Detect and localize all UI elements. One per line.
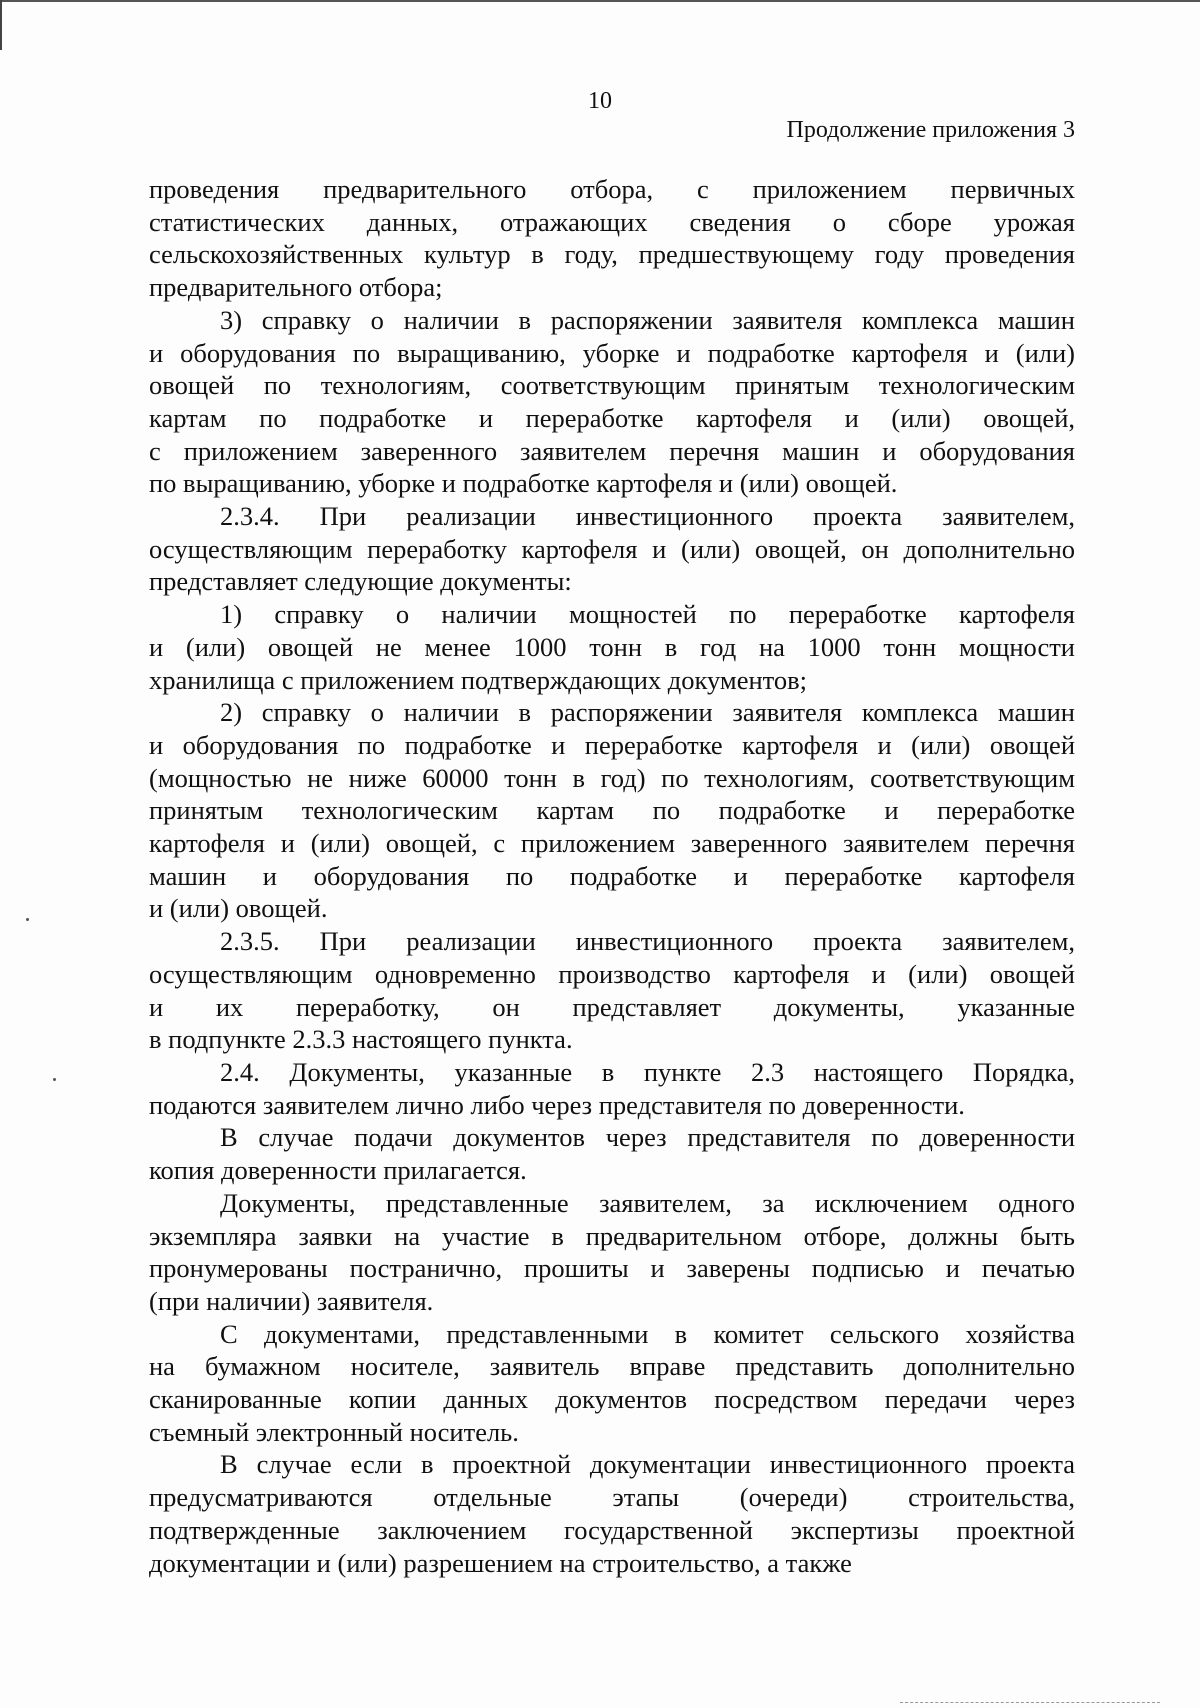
text-line: осуществляющим переработку картофеля и (или) овощей, он дополнительно	[149, 533, 1075, 564]
text-line: (при наличии) заявителя.	[149, 1285, 434, 1316]
text-line: и (или) овощей.	[149, 893, 328, 924]
text-line: с приложением заверенного заявителем перечня машин и оборудования	[149, 435, 1075, 466]
text-line: Документы, представленные заявителем, за исключением одного	[220, 1187, 1075, 1218]
scan-speck	[26, 918, 29, 921]
text-line: хранилища с приложением подтверждающих документов;	[149, 664, 807, 695]
paragraph-4	[149, 598, 1075, 696]
text-line: подтвержденные заключением государственной экспертизы проектной	[149, 1514, 1075, 1545]
paragraph-10	[149, 1318, 1075, 1449]
text-line: 3) справку о наличии в распоряжении заявителя комплекса машин	[220, 304, 1075, 335]
text-line: осуществляющим одновременно производство картофеля и (или) овощей	[149, 958, 1075, 989]
text-line: машин и оборудования по подработке и переработке картофеля	[149, 860, 1075, 891]
text-line: копия доверенности прилагается.	[149, 1155, 527, 1186]
text-line: статистических данных, отражающих сведения о сборе урожая	[149, 206, 1075, 237]
text-line: овощей по технологиям, соответствующим принятым технологическим	[149, 370, 1075, 401]
text-line: представляет следующие документы:	[149, 566, 572, 597]
paragraph-6	[149, 925, 1075, 1056]
text-line: и оборудования по выращиванию, уборке и подработке картофеля и (или)	[149, 337, 1075, 368]
scan-edge-bottom	[900, 1702, 1160, 1704]
paragraph-5	[149, 696, 1075, 925]
paragraph-9	[149, 1187, 1075, 1318]
appendix-continuation-note: Продолжение приложения 3	[786, 117, 1075, 143]
paragraph-1	[149, 173, 1075, 304]
text-line: картам по подработке и переработке картофеля и (или) овощей,	[149, 402, 1075, 433]
page-number: 10	[588, 88, 612, 114]
text-line: проведения предварительного отбора, с приложением первичных	[149, 174, 1075, 204]
text-line: и их переработку, он представляет документы, указанные	[149, 991, 1075, 1022]
paragraph-3	[149, 500, 1075, 598]
text-line: картофеля и (или) овощей, с приложением заверенного заявителем перечня	[149, 828, 1075, 859]
text-line: предварительного отбора;	[149, 272, 443, 303]
document-body	[149, 173, 1075, 1579]
text-line: 1) справку о наличии мощностей по переработке картофеля	[220, 599, 1075, 630]
text-line: принятым технологическим картам по подработке и переработке	[149, 795, 1075, 826]
paragraph-2	[149, 304, 1075, 500]
text-line: экземпляра заявки на участие в предварительном отборе, должны быть	[149, 1220, 1075, 1251]
scan-speck	[53, 1078, 56, 1081]
text-line: в подпункте 2.3.3 настоящего пункта.	[149, 1024, 573, 1055]
paragraph-7	[149, 1056, 1075, 1121]
text-line: по выращиванию, уборке и подработке картофеля и (или) овощей.	[149, 468, 898, 499]
text-line: сканированные копии данных документов посредством передачи через	[149, 1384, 1075, 1415]
text-line: пронумерованы постранично, прошиты и заверены подписью и печатью	[149, 1253, 1075, 1284]
text-line: на бумажном носителе, заявитель вправе представить дополнительно	[149, 1351, 1075, 1382]
scan-edge-left	[0, 0, 2, 50]
text-line: 2.4. Документы, указанные в пункте 2.3 настоящего Порядка,	[220, 1056, 1075, 1087]
text-line: съемный электронный носитель.	[149, 1416, 519, 1447]
text-line: 2.3.4. При реализации инвестиционного проекта заявителем,	[220, 501, 1075, 532]
scan-edge-top	[0, 0, 1200, 2]
text-line: предусматриваются отдельные этапы (очереди) строительства,	[149, 1482, 1075, 1513]
paragraph-8	[149, 1121, 1075, 1186]
text-line: подаются заявителем лично либо через представителя по доверенности.	[149, 1089, 965, 1120]
text-line: и оборудования по подработке и переработке картофеля и (или) овощей	[149, 729, 1075, 760]
text-line: и (или) овощей не менее 1000 тонн в год на 1000 тонн мощности	[149, 631, 1075, 662]
text-line: сельскохозяйственных культур в году, предшествующему году проведения	[149, 239, 1075, 270]
text-line: 2) справку о наличии в распоряжении заявителя комплекса машин	[220, 697, 1075, 728]
text-line: В случае если в проектной документации инвестиционного проекта	[220, 1449, 1075, 1480]
text-line: С документами, представленными в комитет сельского хозяйства	[220, 1318, 1075, 1349]
paragraph-11	[149, 1448, 1075, 1579]
text-line: документации и (или) разрешением на строительство, а также	[149, 1547, 852, 1578]
text-line: (мощностью не ниже 60000 тонн в год) по технологиям, соответствующим	[149, 762, 1075, 793]
text-line: 2.3.5. При реализации инвестиционного проекта заявителем,	[220, 926, 1075, 957]
text-line: В случае подачи документов через представителя по доверенности	[220, 1122, 1075, 1153]
